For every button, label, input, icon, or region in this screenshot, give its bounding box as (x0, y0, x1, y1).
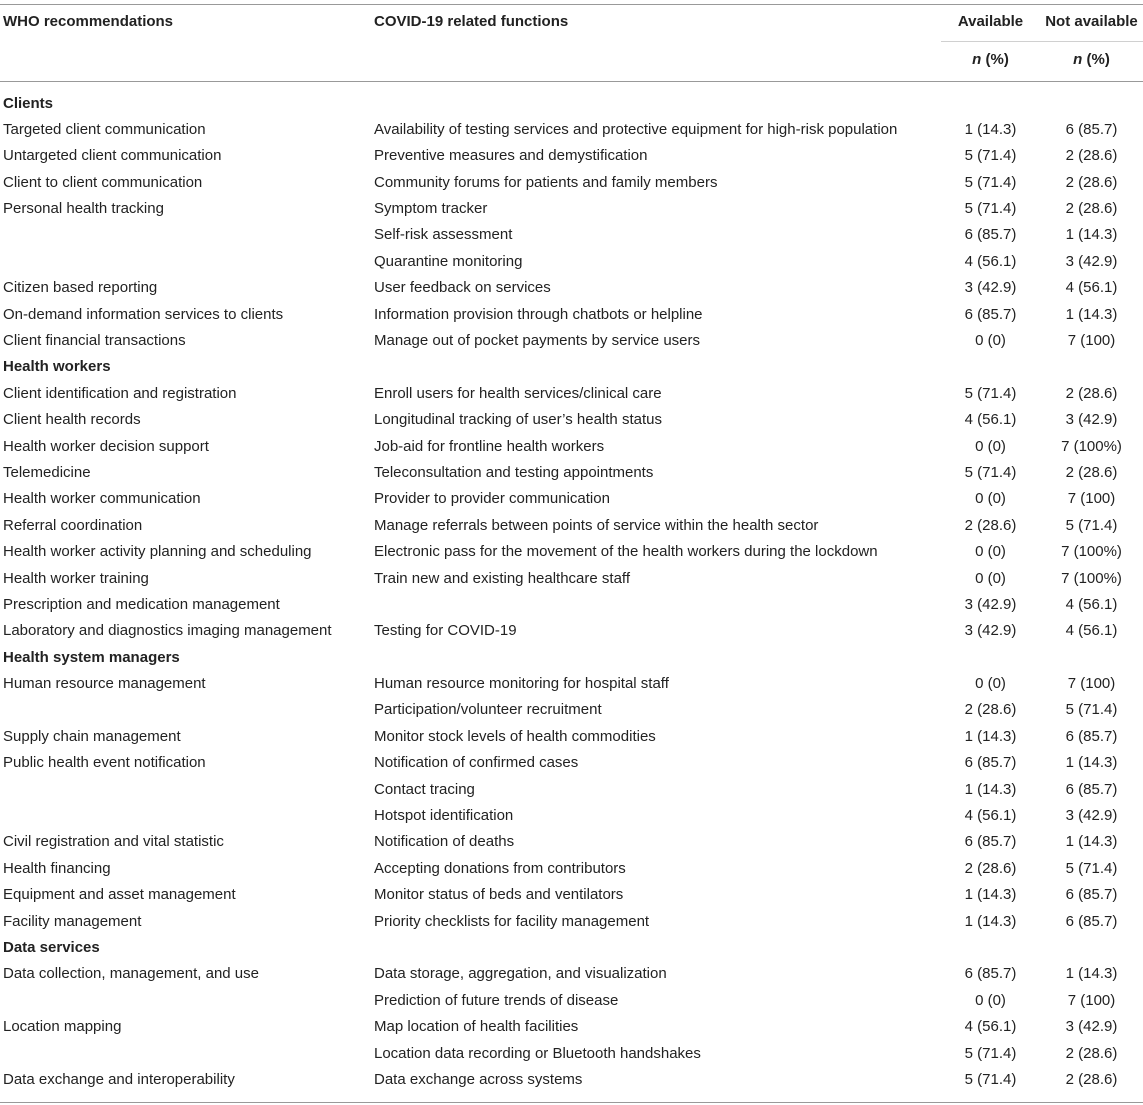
not-available-cell: 7 (100%) (1061, 437, 1122, 455)
not-available-cell: 1 (14.3) (1065, 754, 1118, 772)
function-cell: Notification of confirmed cases (374, 754, 579, 772)
function-cell: Community forums for patients and family members (374, 173, 718, 191)
bottom-rule (0, 1102, 1143, 1103)
who-cell: Public health event notification (3, 754, 206, 772)
available-cell: 5 (71.4) (964, 1044, 1017, 1062)
header-not-available: Not available (1045, 13, 1138, 30)
not-available-cell: 4 (56.1) (1065, 595, 1118, 613)
header-covid-functions: COVID-19 related functions (374, 13, 569, 30)
not-available-cell: 7 (100) (1067, 332, 1116, 350)
who-cell: Untargeted client communication (3, 147, 222, 165)
available-cell: 2 (28.6) (964, 701, 1017, 719)
section-heading: Clients (3, 94, 54, 112)
section-heading: Health system managers (3, 648, 180, 666)
table-row (0, 328, 1143, 354)
not-available-cell: 3 (42.9) (1065, 252, 1118, 270)
section-row (0, 354, 1143, 380)
header-available: Available (957, 13, 1024, 30)
table-row (0, 1067, 1143, 1093)
table-row (0, 143, 1143, 169)
who-cell: Health worker activity planning and scheduling (3, 543, 312, 561)
function-cell: Location data recording or Bluetooth handshakes (374, 1044, 701, 1062)
available-cell: 6 (85.7) (964, 754, 1017, 772)
not-available-cell: 2 (28.6) (1065, 1070, 1118, 1088)
available-cell: 5 (71.4) (964, 384, 1017, 402)
available-cell: 1 (14.3) (964, 912, 1017, 930)
not-available-cell: 5 (71.4) (1065, 516, 1118, 534)
function-cell: Information provision through chatbots or helpline (374, 305, 703, 323)
available-cell: 1 (14.3) (964, 780, 1017, 798)
available-cell: 6 (85.7) (964, 833, 1017, 851)
who-cell (0, 777, 374, 803)
table-row (0, 117, 1143, 143)
function-cell: Human resource monitoring for hospital staff (374, 675, 669, 693)
table-row (0, 1014, 1143, 1040)
table-row (0, 829, 1143, 855)
function-cell: Availability of testing services and protective equipment for high-risk population (374, 120, 898, 138)
who-cell (0, 1041, 374, 1067)
available-cell: 5 (71.4) (964, 200, 1017, 218)
available-cell: 0 (0) (975, 543, 1006, 561)
function-cell: Longitudinal tracking of user’s health status (374, 411, 662, 429)
function-cell: Preventive measures and demystification (374, 147, 648, 165)
header-who-recommendations: WHO recommendations (3, 13, 174, 30)
who-cell (0, 697, 374, 723)
not-available-cell: 7 (100%) (1061, 569, 1122, 587)
table-row (0, 170, 1143, 196)
header-rule (0, 81, 1143, 82)
function-cell: Map location of health facilities (374, 1018, 579, 1036)
table-row (0, 671, 1143, 697)
top-rule (0, 4, 1143, 5)
who-cell: On-demand information services to clients (3, 305, 284, 323)
pct-label: (%) (981, 51, 1009, 68)
available-cell: 1 (14.3) (964, 886, 1017, 904)
who-cell: Citizen based reporting (3, 279, 158, 297)
table-row (0, 803, 1143, 829)
who-cell: Targeted client communication (3, 120, 206, 138)
not-available-cell: 2 (28.6) (1065, 173, 1118, 191)
not-available-cell: 4 (56.1) (1065, 279, 1118, 297)
who-cell: Facility management (3, 912, 142, 930)
table-row (0, 566, 1143, 592)
table-row (0, 988, 1143, 1014)
function-cell: Train new and existing healthcare staff (374, 569, 630, 587)
not-available-cell: 4 (56.1) (1065, 622, 1118, 640)
who-cell: Referral coordination (3, 516, 143, 534)
subheader-not-available-n-pct (1040, 51, 1143, 68)
function-cell: Symptom tracker (374, 200, 488, 218)
who-cell: Civil registration and vital statistic (3, 833, 224, 851)
function-cell (374, 592, 941, 618)
table-row (0, 777, 1143, 803)
who-cell: Health worker communication (3, 490, 201, 508)
n-label: n (1073, 51, 1083, 68)
available-cell: 2 (28.6) (964, 859, 1017, 877)
table-row (0, 381, 1143, 407)
table-body (0, 91, 1143, 1094)
function-cell: Self-risk assessment (374, 226, 513, 244)
available-cell: 6 (85.7) (964, 226, 1017, 244)
pct-label: (%) (1082, 51, 1110, 68)
table-row (0, 407, 1143, 433)
not-available-cell: 2 (28.6) (1065, 147, 1118, 165)
available-cell: 5 (71.4) (964, 1070, 1017, 1088)
available-cell: 0 (0) (975, 332, 1006, 350)
available-cell: 2 (28.6) (964, 516, 1017, 534)
section-heading: Health workers (3, 358, 111, 376)
table-row (0, 196, 1143, 222)
who-cell: Equipment and asset management (3, 886, 236, 904)
available-cell: 0 (0) (975, 675, 1006, 693)
function-cell: Electronic pass for the movement of the health workers during the lockdown (374, 543, 878, 561)
table-row (0, 222, 1143, 248)
available-cell: 0 (0) (975, 490, 1006, 508)
not-available-cell: 7 (100) (1067, 675, 1116, 693)
function-cell: Monitor stock levels of health commodities (374, 727, 656, 745)
available-cell: 4 (56.1) (964, 1018, 1017, 1036)
who-cell: Supply chain management (3, 727, 181, 745)
function-cell: Teleconsultation and testing appointments (374, 463, 654, 481)
who-cell: Client financial transactions (3, 332, 186, 350)
available-cell: 5 (71.4) (964, 147, 1017, 165)
available-cell: 1 (14.3) (964, 120, 1017, 138)
function-cell: Participation/volunteer recruitment (374, 701, 602, 719)
not-available-cell: 6 (85.7) (1065, 886, 1118, 904)
not-available-cell: 3 (42.9) (1065, 411, 1118, 429)
table-row (0, 618, 1143, 644)
not-available-cell: 1 (14.3) (1065, 965, 1118, 983)
table-row (0, 513, 1143, 539)
who-cell: Client identification and registration (3, 384, 237, 402)
table-row (0, 302, 1143, 328)
who-cell: Prescription and medication management (3, 595, 280, 613)
table-row (0, 434, 1143, 460)
not-available-cell: 1 (14.3) (1065, 305, 1118, 323)
table-row (0, 882, 1143, 908)
function-cell: Priority checklists for facility management (374, 912, 650, 930)
who-cell (0, 988, 374, 1014)
section-row (0, 645, 1143, 671)
not-available-cell: 7 (100) (1067, 490, 1116, 508)
available-cell: 3 (42.9) (964, 279, 1017, 297)
section-row (0, 935, 1143, 961)
not-available-cell: 5 (71.4) (1065, 701, 1118, 719)
available-cell: 4 (56.1) (964, 807, 1017, 825)
table-row (0, 486, 1143, 512)
function-cell: Enroll users for health services/clinical care (374, 384, 662, 402)
not-available-cell: 6 (85.7) (1065, 912, 1118, 930)
who-cell: Client health records (3, 411, 141, 429)
available-cell: 3 (42.9) (964, 622, 1017, 640)
who-cell: Telemedicine (3, 463, 91, 481)
not-available-cell: 3 (42.9) (1065, 1018, 1118, 1036)
who-cell: Health worker training (3, 569, 149, 587)
not-available-cell: 1 (14.3) (1065, 226, 1118, 244)
function-cell: Provider to provider communication (374, 490, 610, 508)
function-cell: Monitor status of beds and ventilators (374, 886, 624, 904)
function-cell: Job-aid for frontline health workers (374, 437, 605, 455)
table-row (0, 1041, 1143, 1067)
not-available-cell: 2 (28.6) (1065, 200, 1118, 218)
not-available-cell: 7 (100%) (1061, 543, 1122, 561)
subheader-available-n-pct (941, 51, 1040, 68)
function-cell: Hotspot identification (374, 807, 514, 825)
available-cell: 6 (85.7) (964, 305, 1017, 323)
not-available-cell: 1 (14.3) (1065, 833, 1118, 851)
not-available-cell: 2 (28.6) (1065, 384, 1118, 402)
table-row (0, 249, 1143, 275)
available-cell: 0 (0) (975, 991, 1006, 1009)
not-available-cell: 2 (28.6) (1065, 463, 1118, 481)
function-cell: Data exchange across systems (374, 1070, 583, 1088)
who-cell: Client to client communication (3, 173, 203, 191)
available-cell: 6 (85.7) (964, 965, 1017, 983)
available-cell: 4 (56.1) (964, 411, 1017, 429)
available-cell: 4 (56.1) (964, 252, 1017, 270)
who-cell: Data collection, management, and use (3, 965, 259, 983)
function-cell: Contact tracing (374, 780, 475, 798)
available-cell: 3 (42.9) (964, 595, 1017, 613)
who-cell: Personal health tracking (3, 200, 164, 218)
available-cell: 5 (71.4) (964, 173, 1017, 191)
who-cell (0, 249, 374, 275)
function-cell: Prediction of future trends of disease (374, 991, 619, 1009)
who-cell: Health worker decision support (3, 437, 209, 455)
function-cell: Notification of deaths (374, 833, 515, 851)
available-cell: 1 (14.3) (964, 727, 1017, 745)
table-row (0, 697, 1143, 723)
table-row (0, 909, 1143, 935)
subheader-rule (941, 41, 1143, 42)
table-row (0, 961, 1143, 987)
who-cell: Data exchange and interoperability (3, 1070, 235, 1088)
available-cell: 5 (71.4) (964, 463, 1017, 481)
table-row (0, 724, 1143, 750)
available-cell: 0 (0) (975, 569, 1006, 587)
who-cell (0, 803, 374, 829)
who-cell: Health financing (3, 859, 111, 877)
n-label: n (972, 51, 982, 68)
who-cell: Location mapping (3, 1018, 122, 1036)
not-available-cell: 6 (85.7) (1065, 120, 1118, 138)
function-cell: Manage out of pocket payments by service users (374, 332, 701, 350)
table-row (0, 856, 1143, 882)
who-cell: Laboratory and diagnostics imaging management (3, 622, 332, 640)
who-cell (0, 222, 374, 248)
function-cell: Quarantine monitoring (374, 252, 523, 270)
available-cell: 0 (0) (975, 437, 1006, 455)
function-cell: Accepting donations from contributors (374, 859, 626, 877)
table-row (0, 539, 1143, 565)
function-cell: User feedback on services (374, 279, 551, 297)
not-available-cell: 6 (85.7) (1065, 727, 1118, 745)
not-available-cell: 2 (28.6) (1065, 1044, 1118, 1062)
table-row (0, 750, 1143, 776)
function-cell: Data storage, aggregation, and visualization (374, 965, 667, 983)
table-row (0, 592, 1143, 618)
not-available-cell: 3 (42.9) (1065, 807, 1118, 825)
section-row (0, 91, 1143, 117)
not-available-cell: 5 (71.4) (1065, 859, 1118, 877)
table-row (0, 460, 1143, 486)
not-available-cell: 6 (85.7) (1065, 780, 1118, 798)
table-row (0, 275, 1143, 301)
function-cell: Manage referrals between points of service within the health sector (374, 516, 819, 534)
not-available-cell: 7 (100) (1067, 991, 1116, 1009)
function-cell: Testing for COVID-19 (374, 622, 517, 640)
who-cell: Human resource management (3, 675, 206, 693)
section-heading: Data services (3, 939, 100, 956)
